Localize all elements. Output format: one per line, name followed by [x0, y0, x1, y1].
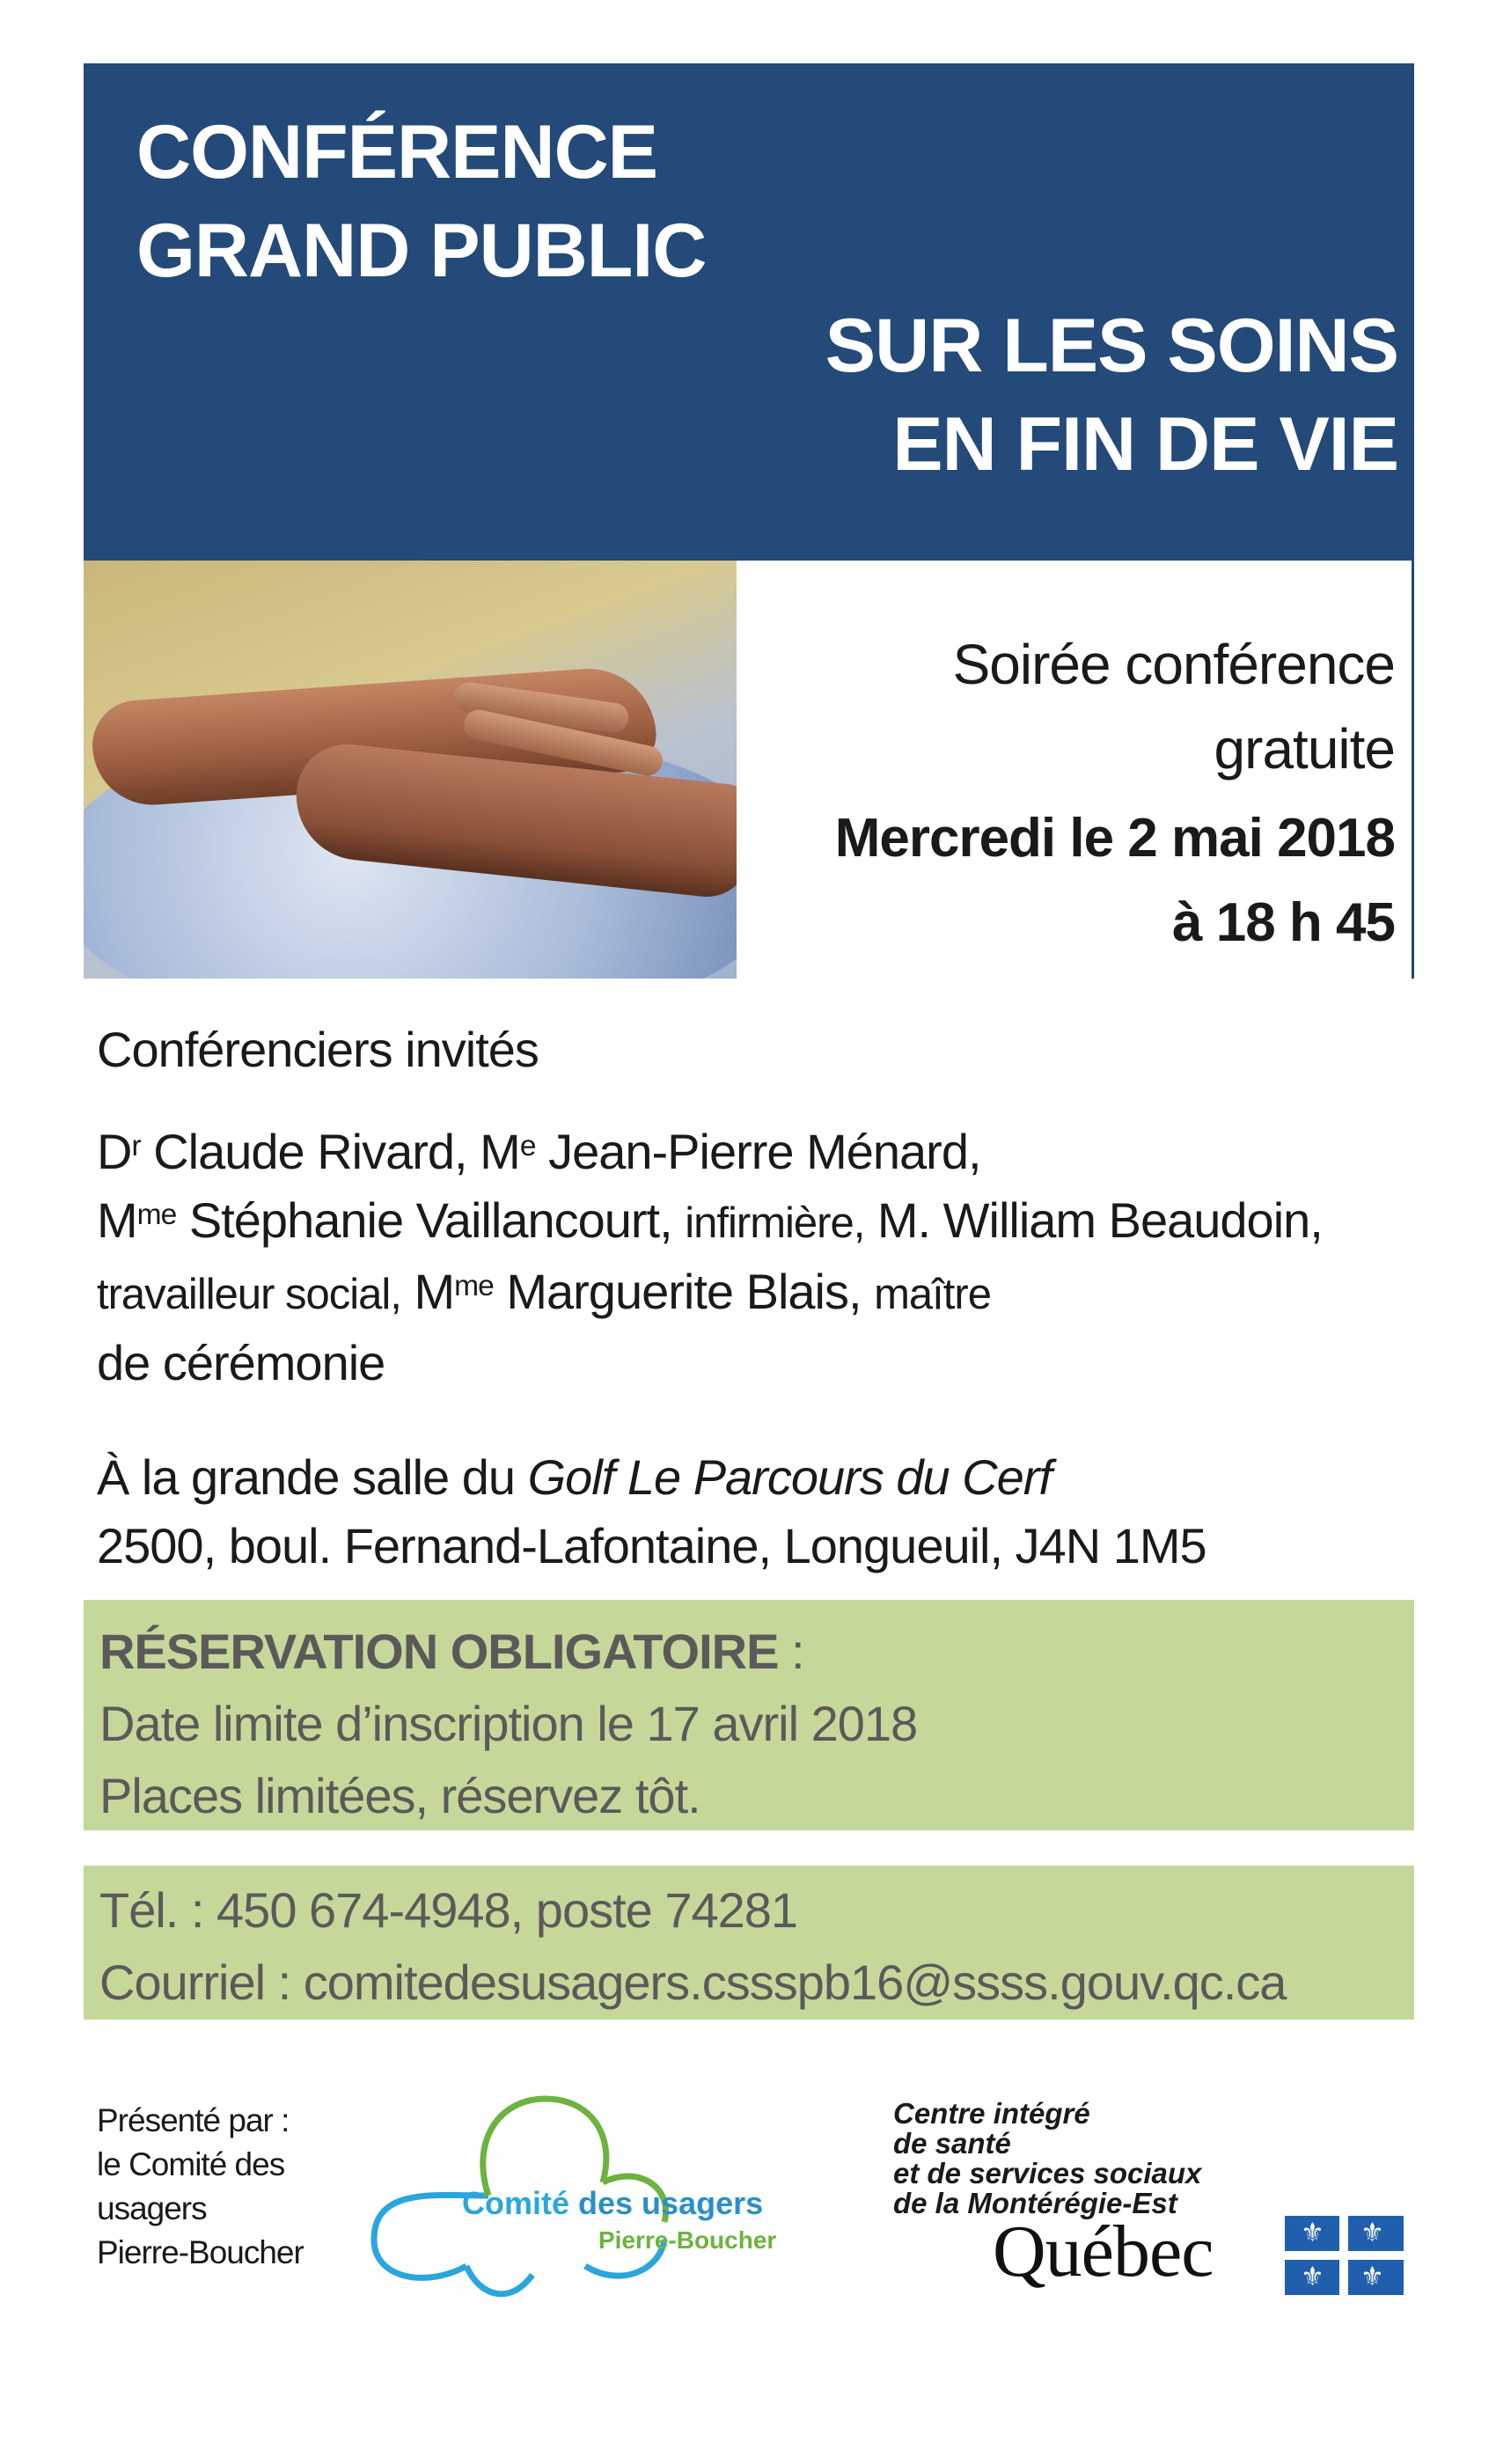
venue-address: 2500, boul. Fernand-Lafontaine, Longueuil, J4N 1M5 — [97, 1518, 1206, 1573]
reservation-box — [84, 1600, 1414, 1830]
venue — [97, 1443, 1206, 1580]
hands-photo — [84, 561, 737, 979]
presented-by: Présenté par : le Comité des usagers Pierre-Boucher — [97, 2102, 304, 2270]
event-time: à 18 h 45 — [1172, 892, 1395, 953]
contact-email[interactable]: Courriel : comitedesusagers.cssspb16@ssss.gouv.qc.ca — [99, 1954, 1287, 2010]
soiree-line-1: Soirée conférence — [952, 633, 1395, 696]
quebec-flag-icon: ⚜ ⚜ ⚜ ⚜ — [1285, 2216, 1404, 2295]
title-line-1: CONFÉRENCE — [136, 110, 658, 194]
header-banner — [84, 63, 1414, 561]
main-title — [136, 103, 706, 300]
speaker-1: $D^r$ Claude Rivard, — [97, 1124, 467, 1179]
photo-row — [84, 561, 1414, 979]
event-datetime — [835, 796, 1395, 965]
quebec-wordmark: Québec — [993, 2211, 1214, 2292]
speakers-heading: Conférenciers invités — [97, 1022, 539, 1077]
reservation-title: RÉSERVATION OBLIGATOIRE : — [99, 1624, 804, 1679]
speaker-3: $M^{me}$ Stéphanie Vaillancourt, infirmière, — [97, 1192, 865, 1248]
contact-phone[interactable]: Tél. : 450 674-4948, poste 74281 — [99, 1882, 798, 1938]
comite-logo — [356, 2090, 814, 2301]
reservation-note: Places limitées, réservez tôt. — [99, 1768, 700, 1823]
speakers-list — [97, 1118, 1399, 1397]
reservation-deadline: Date limite d’inscription le 17 avril 2018 — [99, 1696, 918, 1751]
photo-border — [1412, 561, 1414, 979]
speaker-4: M. William Beaudoin, travailleur social, — [97, 1192, 1323, 1318]
comite-name: Comité des usagers — [462, 2185, 764, 2221]
event-date: Mercredi le 2 mai 2018 — [834, 808, 1395, 869]
cisss-name: Centre intégré de santé et de services sociaux de la Montérégie-Est — [893, 2097, 1202, 2219]
venue-place: Golf Le Parcours du Cerf — [527, 1449, 1052, 1505]
contact-box — [84, 1866, 1414, 2020]
subtitle-line-1: SUR LES SOINS — [825, 304, 1398, 388]
venue-line: À la grande salle du Golf Le Parcours du Cerf — [97, 1449, 1052, 1505]
subtitle-line-2: EN FIN DE VIE — [892, 402, 1398, 487]
speaker-2: Me Jean-Pierre Ménard, — [480, 1124, 981, 1179]
speaker-5: $M^{me}$ Marguerite Blais, maître de cérémonie — [97, 1264, 991, 1390]
subtitle — [825, 297, 1398, 494]
title-line-2: GRAND PUBLIC — [136, 209, 707, 293]
comite-sub: Pierre-Boucher — [598, 2226, 777, 2254]
soiree-text — [835, 622, 1395, 791]
soiree-line-2: gratuite — [1214, 717, 1395, 781]
event-info — [835, 622, 1395, 965]
